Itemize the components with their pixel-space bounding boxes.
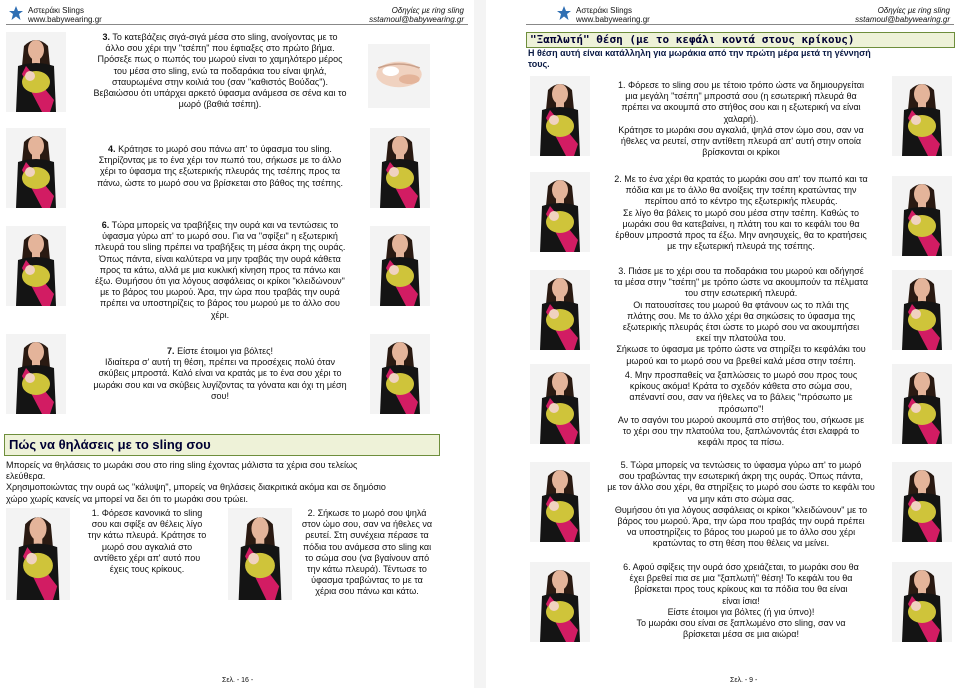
r6-line: βρίσκεται προς τους κρίκους και τα πόδια του θα είναι	[634, 584, 848, 595]
section-title: Πώς να θηλάσεις με το sling σου	[4, 434, 440, 456]
r4-line: κρίκους ακόμα! Κράτα το σχεδόν κάθετα στο σώμα σου,	[629, 381, 853, 392]
bf1-line: σου και σφίξε αν θέλεις λίγο	[91, 519, 203, 530]
photo-step3	[6, 32, 66, 112]
bf1-line: μωρό σου αγκαλιά στο	[101, 541, 193, 552]
r5-line: σου τραβώντας την εσωτερική άκρη της ουράς. Όπως πάντα,	[619, 471, 863, 482]
left-page	[0, 0, 474, 688]
step-r5-text	[594, 460, 888, 550]
bf2-line: χέρια σου πάνω και κάτω.	[315, 586, 419, 597]
r3-line: 3. Πιάσε με το χέρι σου τα ποδαράκια του μωρού και οδήγησέ	[618, 266, 864, 276]
step3-line: Βεβαιώσου ότι υπάρχει αρκετό ύφασμα ανάμεσα σε σένα και το	[93, 88, 347, 99]
photo-r1a	[530, 76, 590, 156]
r1-line: χαλαρή).	[723, 113, 759, 124]
r3-line: πλάτης σου. Με το άλλο χέρι θα σηκώσεις το ύφασμα της	[627, 310, 855, 321]
photo-r3a	[530, 270, 590, 350]
photo-bf2	[228, 508, 292, 600]
r3-line: μωρού και το μωρό σου να βρεθεί καλά μέσα στην τσέπη.	[626, 355, 856, 366]
step3-line: του μέσα στο sling, ενώ τα ποδαράκια του είναι ψηλά,	[113, 65, 327, 76]
step-r4-text	[594, 370, 888, 448]
brand-url[interactable]: www.babywearing.gr	[576, 15, 650, 24]
header-divider	[6, 24, 468, 25]
r1-line: ήθελες να ρευτεί, στην αντίθετη πλευρά απ' αυτή στην οποία	[620, 136, 862, 147]
star-logo-icon	[556, 5, 572, 21]
doc-title-block	[855, 6, 950, 24]
r5-line: με τον άλλο σου χέρι, θα στηρίξεις το μωρό σου ώστε το κεφάλι του	[607, 482, 875, 493]
bf1-line: έχεις τους κρίκους.	[109, 564, 185, 575]
r5-line: να υποστηρίζεις το βάρος του μωρού με το άλλο σου χέρι	[626, 527, 856, 538]
photo-r1b	[892, 76, 952, 156]
step7-text	[72, 346, 368, 402]
r6-line: βρίσκεται μέσα σε μια αιώρα!	[683, 629, 799, 640]
photo-bf1	[6, 508, 70, 600]
step3-line: άλλο σου χέρι την "τσέπη" που έφτιαξες στο πρώτο βήμα.	[105, 43, 335, 54]
photo-r2b	[892, 176, 952, 256]
r5-line: κρατώντας το στη θέση που θέλεις να μείνει.	[652, 538, 830, 549]
bf2-line: στον ώμο σου, σαν να ήθελες να	[301, 519, 433, 530]
photo-r4b	[892, 364, 952, 444]
r1-line: 1. Φόρεσε το sling σου με τέτοιο τρόπο ώστε να δημιουργείται	[618, 80, 864, 90]
doc-title: Οδηγίες με ring sling	[877, 6, 950, 15]
step4-line: Στηρίζοντας με το ένα χέρι τον πωπό του, σήκωσε με το άλλο	[98, 155, 342, 166]
r2-line: πόδια και με το άλλο θα ανοίξεις την τσέπη κρατώντας την	[625, 185, 857, 196]
brand-url[interactable]: www.babywearing.gr	[28, 15, 102, 24]
doc-email[interactable]: sstamoul@babywearing.gr	[855, 15, 950, 24]
breastfeeding-intro	[6, 460, 470, 505]
bf2-line: ρευτεί. Στη συνέχεια πέρασε τα	[305, 530, 429, 541]
r6-line: Είστε έτοιμοι για βόλτες (ή για ύπνο)!	[667, 606, 815, 617]
step7-line: Είστε έτοιμοι για βόλτες!	[177, 346, 273, 356]
r6-line: είναι ίσια!	[722, 595, 760, 606]
step4-line: χέρι το ύφασμα της εξωτερικής πλευράς της τσέπης προς τα	[99, 166, 341, 177]
star-logo-icon	[8, 5, 24, 21]
r6-line: Το μωράκι σου είναι σε ξαπλωμένο στο sling, σαν να	[636, 618, 846, 629]
right-page	[486, 0, 960, 688]
bf1-line: αντίθετο χέρι απ' αυτό που	[93, 552, 201, 563]
r4-line: απέναντί σου, σαν να ήθελες να το βάλεις "πρόσωπο με	[629, 392, 853, 403]
doc-email[interactable]: sstamoul@babywearing.gr	[369, 15, 464, 24]
doc-title: Οδηγίες με ring sling	[391, 6, 464, 15]
step3-line: μωρό (βαθιά τσέπη).	[178, 99, 262, 110]
r3-line: εκεί την πλατούλα του.	[696, 333, 786, 344]
r6-line: 6. Αφού σφίξεις την ουρά όσο χρειάζεται, το μωράκι σου θα	[623, 562, 859, 572]
r1-line: Κράτησε το μωράκι σου αγκαλιά, ψηλά στον ώμο σου, σαν να	[618, 124, 864, 135]
page-header	[486, 3, 960, 25]
subtitle-line: Η θέση αυτή είναι κατάλληλη για μωράκια από την πρώτη μέρα μετά τη γέννησή	[528, 48, 871, 58]
photo-step4	[6, 128, 66, 208]
r3-line: εξωτερικής πλευράς έτσι ώστε το μωρό σου να ακουμπήσει	[622, 322, 860, 333]
r1-line: βρίσκονται οι κρίκοι	[702, 147, 780, 158]
step7-line: Ιδιαίτερα σ' αυτή τη θέση, πρέπει να προσέχεις πολύ όταν	[104, 357, 336, 368]
page-header	[0, 3, 474, 25]
step3-line: Πρόσεξε πως ο πωπός του μωρού είναι το χαμηλότερο μέρος	[97, 54, 343, 65]
r5-line: 5. Τώρα μπορείς να τεντώσεις το ύφασμα γύρω απ' το μωρό	[620, 460, 862, 470]
step-r2-text	[594, 174, 888, 252]
step-r1-text	[594, 80, 888, 158]
r3-line: Σήκωσε το ύφασμα με τρόπο ώστε να στηρίξει το κεφάλάκι του	[616, 344, 866, 355]
r1-line: μια μεγάλη "τσέπη" μπροστά σου (η εσωτερική πλευρά θα	[625, 91, 857, 102]
step7-line: σκύβεις μπροστά. Καλό είναι να κρατάς με το ένα σου χέρι το	[98, 368, 342, 379]
r4-line: κεφάλι προς τα πίσω.	[697, 437, 785, 448]
photo-step7	[6, 334, 66, 414]
intro-line: ελεύθερα.	[6, 471, 46, 482]
photo-r6b	[892, 562, 952, 642]
brand-name: Αστεράκι Slings	[28, 6, 84, 15]
section-title: "Ξαπλωτή" θέση (με το κεφάλι κοντά στους κρίκους)	[526, 32, 955, 48]
r3-line: τα μέσα στην "τσέπη" με τρόπο ώστε να ακουμπούν τα πέλματα	[613, 277, 869, 288]
step-r6-text	[594, 562, 888, 640]
bf2-line: την κάτω πλευρά). Τέντωσε το	[307, 564, 427, 575]
bf2-line: το σώμα σου (να βγαίνουν από	[304, 552, 430, 563]
r2-line: με την εξωτερική πλευρά της τσέπης.	[667, 241, 815, 252]
brand-name: Αστεράκι Slings	[576, 6, 632, 15]
step3-num: 3.	[102, 32, 110, 42]
bf2-line: ύφασμα τραβώντας το με τα	[311, 575, 423, 586]
step6-line: ύφασμα γύρω απ' το μωρό σου. Για να "σφίξει" η εξωτερική	[102, 231, 338, 242]
photo-step6	[6, 226, 66, 306]
step6-num: 6.	[101, 220, 110, 230]
section-subtitle	[528, 48, 952, 70]
bf1-line: την κάτω πλευρά. Κράτησε το	[87, 530, 207, 541]
doc-title-block	[369, 6, 464, 24]
photo-r2a	[530, 172, 590, 252]
r6-line: έχει βρεθεί πια σε μια "ξαπλωτή" θέση! Το κεφάλι του θα	[629, 573, 853, 584]
r2-line: μωράκι σου θα κατεβαίνει, η πλάτη του και το κεφάλι του θα	[622, 218, 860, 229]
photo-step6-right	[370, 226, 430, 306]
step6-text	[72, 220, 368, 321]
r1-line: πρέπει να ακουμπά στο στήθος σου και η εξωτερική να είναι	[621, 102, 861, 113]
step-r3-text	[594, 266, 888, 367]
photo-r5b	[892, 462, 952, 542]
photo-step4-right	[370, 128, 430, 208]
r4-line: Αν το σαγόνι του μωρού ακουμπά στο στήθος του, σήκωσε με	[617, 414, 865, 425]
bf2-line: πόδια του ανάμεσα στο sling και	[302, 541, 432, 552]
photo-step3-detail	[368, 44, 430, 108]
r3-line: Οι πατουσίτσες του μωρού θα φτάνουν ως το πλάι της	[633, 299, 849, 310]
step4-num: 4.	[108, 144, 116, 154]
page-number: Σελ. - 9 -	[730, 677, 758, 684]
r5-line: Θυμήσου ότι για λόγους ασφάλειας οι κρίκοι "κλειδώνουν" με το	[614, 504, 868, 515]
intro-line: Χρησιμοποιώντας την ουρά ως "κάλυψη", μπορείς να θηλάσεις διακριτικά ακόμα και σε δημόσιο	[6, 482, 386, 493]
step3-line: Το κατεβάζεις σιγά-σιγά μέσα στο sling, ανοίγοντας με το	[112, 32, 338, 42]
step4-text	[72, 144, 368, 189]
bf-step2-text	[292, 508, 442, 598]
page-number: Σελ. - 16 -	[222, 677, 254, 684]
step7-line: σου!	[211, 390, 229, 401]
r4-line: πρόσωπο"!	[718, 403, 764, 414]
step3-line: σταυρωμένα στην κοιλιά του (σαν "καθιστός Βούδας").	[112, 76, 328, 87]
brand	[28, 6, 102, 24]
photo-r5a	[530, 462, 590, 542]
photo-r3b	[892, 270, 952, 350]
bf-step1-text	[72, 508, 222, 575]
step6-line: προς τα κάτω, αλλά με μια κυκλική κίνηση προς τα πάνω και	[99, 264, 341, 275]
step7-line: μωράκι σου και να σκύβεις λυγίζοντας τα γόνατα και όχι τη μέση	[93, 379, 347, 390]
header-divider	[526, 24, 954, 25]
photo-step7-right	[370, 334, 430, 414]
step3-text	[72, 32, 368, 110]
subtitle-line: τους.	[528, 59, 550, 70]
step6-line: πλευρά του sling πρέπει να τραβήξεις τη μέσα άκρη της ουράς.	[94, 242, 346, 253]
r2-line: περίπου από το κέντρο της εξωτερικής πλευράς.	[644, 196, 838, 207]
step4-line: πάνω, ώστε το μωρό σου να βρίσκεται στο βάθος της τσέπης.	[96, 177, 344, 188]
r2-line: έρθουν μπροστά προς τα έξω. Μην ανησυχείς, θα το κρατήσεις	[615, 230, 867, 241]
r5-line: βάρος του μωρού. Άρα, την ώρα που τραβάς την ουρά πρέπει	[617, 516, 865, 527]
r4-line: το χέρι σου την πλατούλα του, ξαπλώνοντάς έτσι ελαφρά το	[622, 426, 860, 437]
step6-line: Όπως πάντα, είναι καλύτερα να μην τραβάς την ουρά κάθετα	[99, 253, 341, 264]
step6-line: με το βάρος του μωρού. Άρα, την ώρα που τραβάς την ουρά	[100, 287, 340, 298]
bf1-line: 1. Φόρεσε κανονικά το sling	[91, 508, 203, 518]
intro-line: Μπορείς να θηλάσεις το μωράκι σου στο ring sling έχοντας μάλιστα τα χέρια σου τελείως	[6, 460, 358, 470]
r2-line: 2. Με το ένα χέρι θα κρατάς το μωράκι σου απ' τον πωπό και τα	[614, 174, 868, 184]
photo-r6a	[530, 562, 590, 642]
r4-line: 4. Μην προσπαθείς να ξαπλώσεις το μωρό σου προς τους	[624, 370, 858, 380]
step6-line: πρέπει να υποστηρίζεις το βάρος του μωρού με το άλλο σου	[100, 298, 340, 309]
r5-line: να μην κάτι στο σώμα σας.	[687, 493, 795, 504]
step4-line: Κράτησε το μωρό σου πάνω απ' το ύφασμα του sling.	[118, 144, 332, 154]
intro-line: χώρο χωρίς κανείς να μπορεί να δει ότι το μωράκι σου τρώει.	[6, 493, 248, 504]
photo-r4a	[530, 364, 590, 444]
step6-line: έξω. Θυμήσου ότι για λόγους ασφάλειας οι κρίκοι "κλειδώνουν"	[95, 276, 345, 287]
r2-line: Σε λίγο θα βάλεις το μωρό σου μέσα στην τσέπη. Καθώς το	[623, 207, 859, 218]
r3-line: του στην εσωτερική πλευρά.	[684, 288, 798, 299]
step6-line: Τώρα μπορείς να τραβήξεις την ουρά και να τεντώσεις το	[111, 220, 339, 230]
bf2-line: 2. Σήκωσε το μωρό σου ψηλά	[307, 508, 427, 518]
step7-num: 7.	[167, 346, 175, 356]
brand	[576, 6, 650, 24]
step6-line: χέρι.	[210, 309, 230, 320]
